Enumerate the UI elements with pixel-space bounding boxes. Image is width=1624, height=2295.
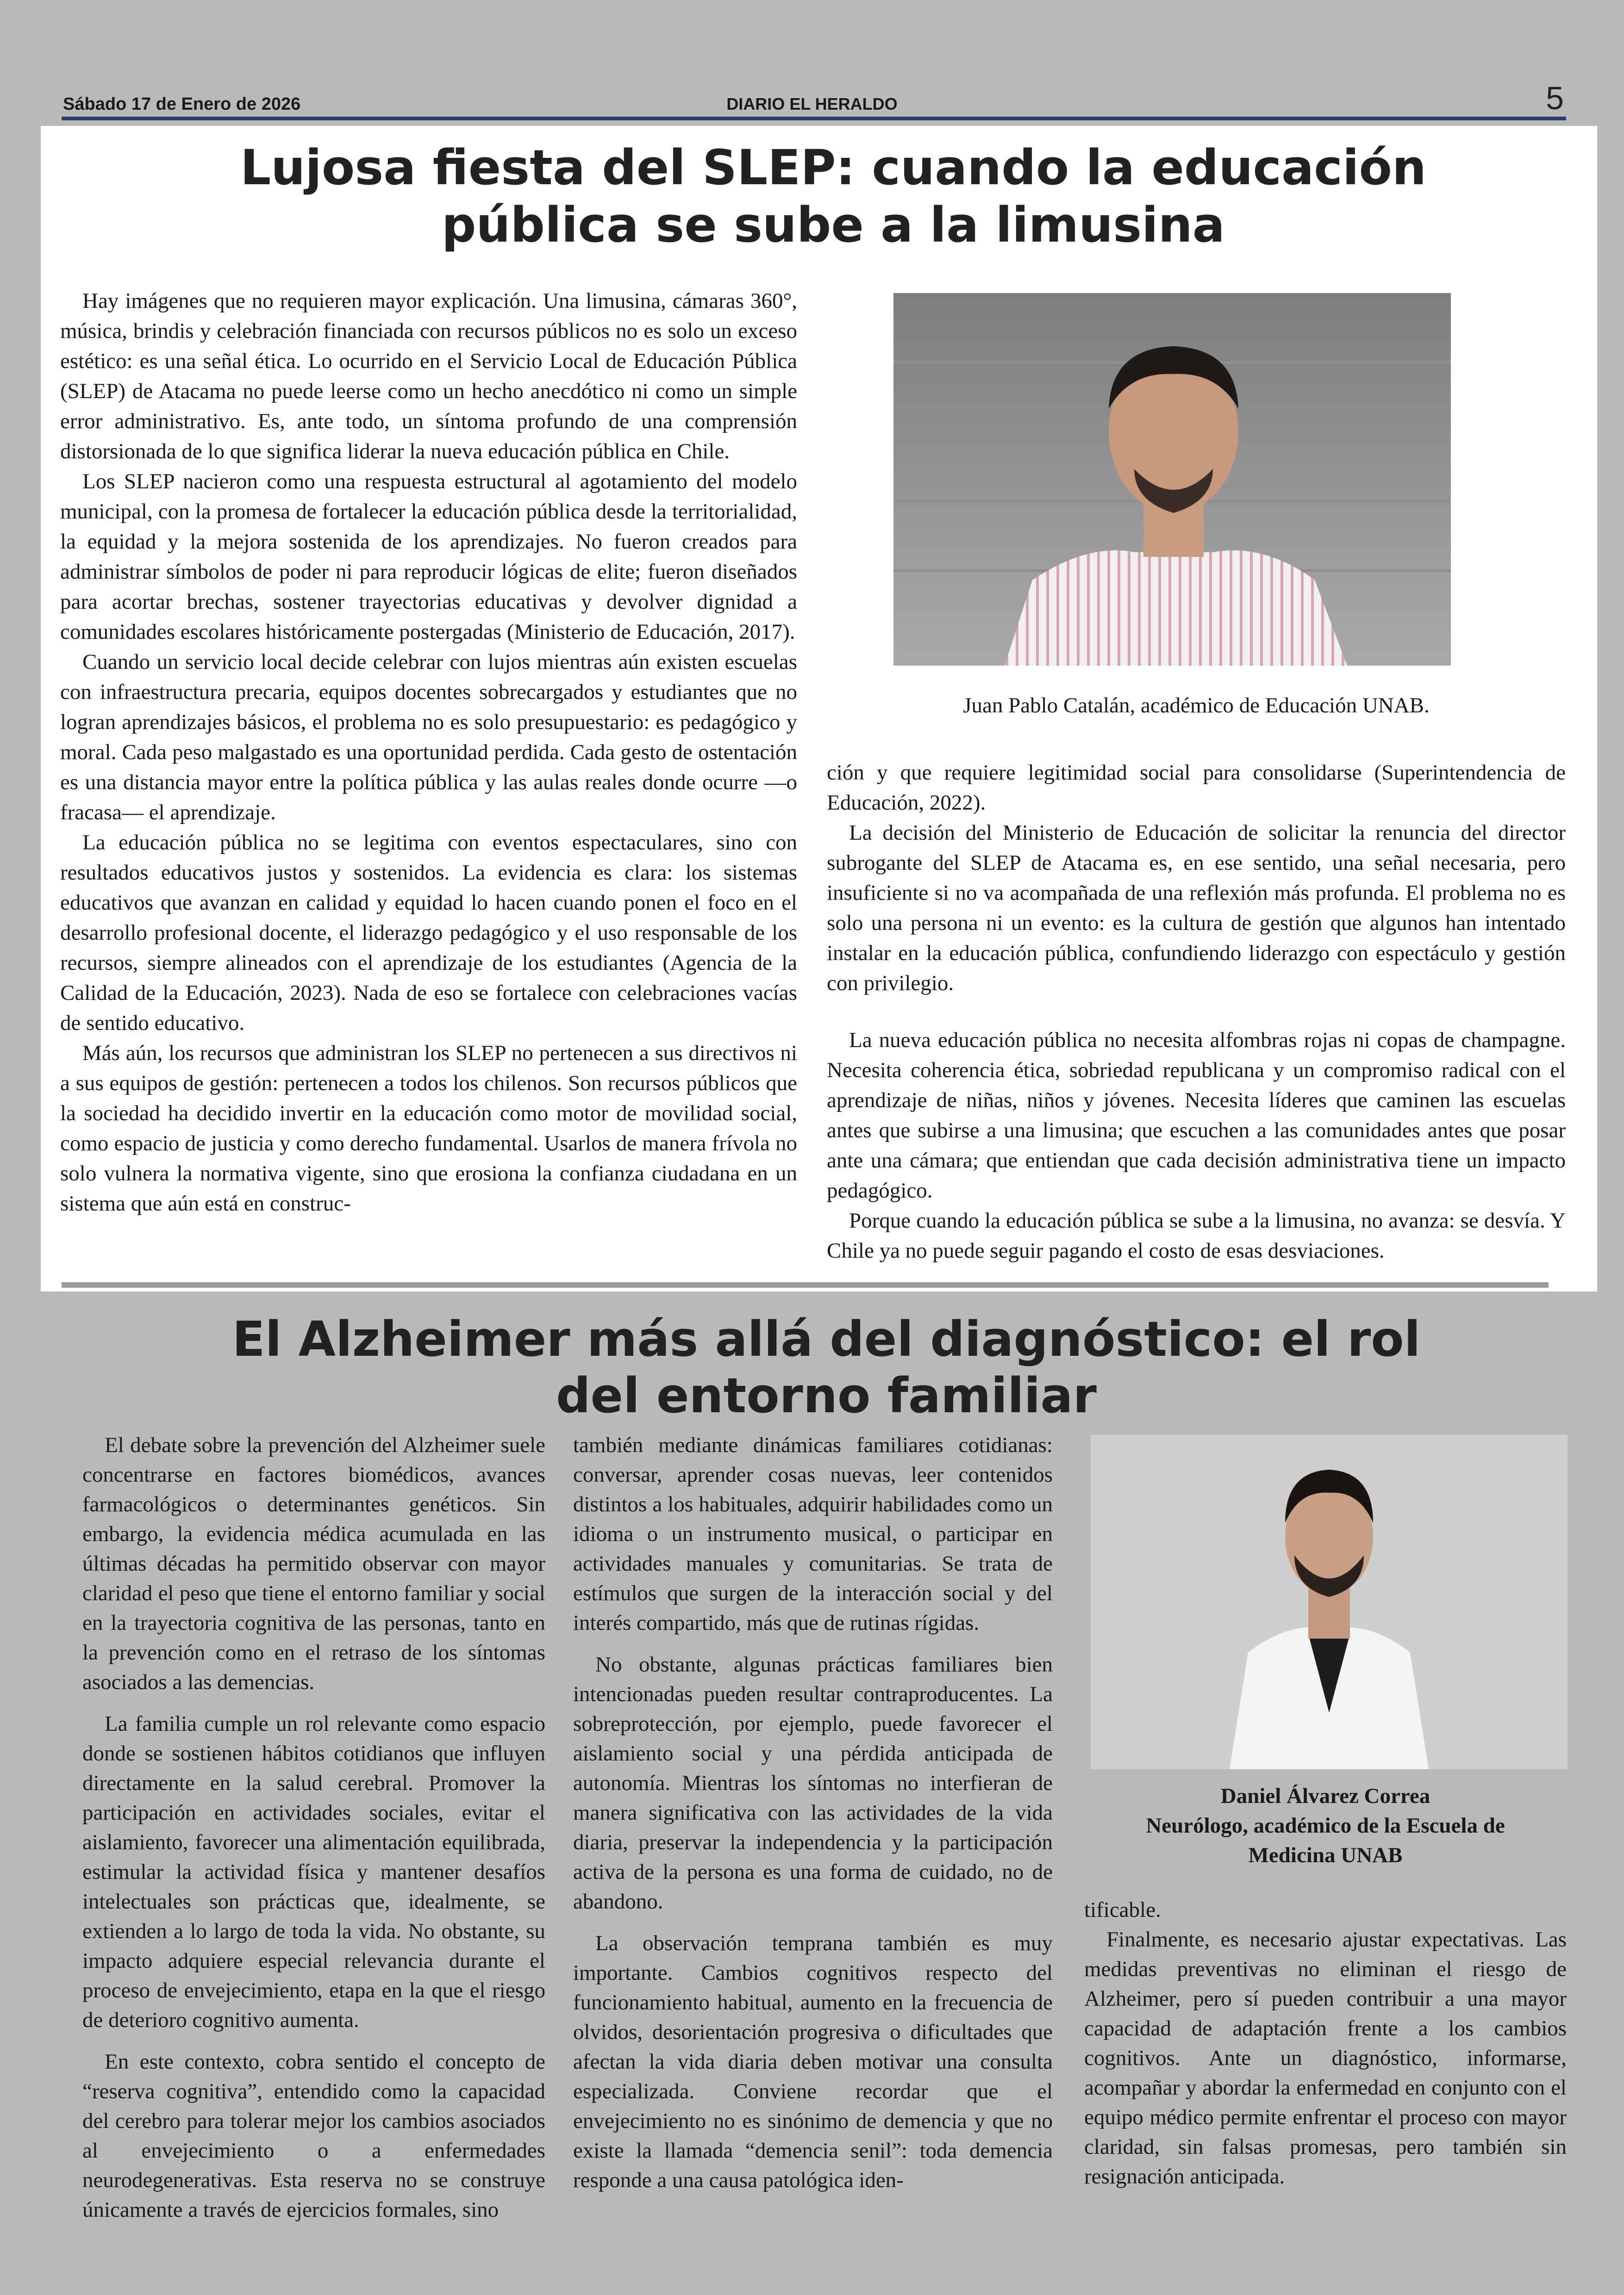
header-date: Sábado 17 de Enero de 2026 bbox=[63, 94, 301, 114]
paragraph: El debate sobre la prevención del Alzheimer suele concentrarse en factores biomédicos, avances farmacológicos o determinantes genéticos. Sin embargo, la evidencia médica acumulada en las últimas décadas ha permitido observar con mayor claridad el peso que tiene el entorno familiar y social en la trayectoria cognitiva de las personas, tanto en la prevención como en el retraso de los síntomas asociados a las demencias. bbox=[82, 1433, 545, 1694]
article-2-column-1 bbox=[82, 1430, 545, 2225]
author-photo-juan-pablo bbox=[893, 293, 1451, 666]
article-1-column-1 bbox=[60, 286, 797, 1219]
paragraph: No obstante, algunas prácticas familiares bien intencionadas pueden resultar contraproducentes. La sobreprotección, por ejemplo, puede favorecer el aislamiento social y una pérdida anticipada de autonomía. Mientras los síntomas no interfieran de manera significativa con las actividades de la vida diaria, preservar la independencia y la participación activa de la persona es una forma de cuidado, no de abandono. bbox=[573, 1653, 1053, 1914]
paragraph: ción y que requiere legitimidad social para consolidarse (Superintendencia de Educación, 2022). bbox=[827, 761, 1566, 815]
portrait-illustration bbox=[1091, 1435, 1568, 1769]
paragraph: Porque cuando la educación pública se sube a la limusina, no avanza: se desvía. Y Chile ya no puede seguir pagando el costo de esas desviaciones. bbox=[827, 1209, 1566, 1263]
article-1-title bbox=[185, 139, 1481, 254]
paragraph: En este contexto, cobra sentido el concepto de “reserva cognitiva”, entendido como la capacidad del cerebro para tolerar mejor los cambios asociados al envejecimiento o a enfermedades neurodegenerativas. Esta reserva no se construye únicamente a través de ejercicios formales, sino bbox=[82, 2050, 545, 2222]
article-divider bbox=[62, 1282, 1549, 1288]
article-2-column-2 bbox=[573, 1430, 1053, 2195]
article-2-title-line-1: El Alzheimer más allá del diagnóstico: el rol bbox=[232, 1311, 1421, 1367]
paragraph: Más aún, los recursos que administran los SLEP no pertenecen a sus directivos ni a sus equipos de gestión: pertenecen a todos los chilenos. Son recursos públicos que la sociedad ha decidido invertir en la educación como motor de movilidad social, como espacio de justicia y como derecho fundamental. Usarlos de manera frívola no solo vulnera la normativa vigente, sino que erosiona la confianza ciudadana en un sistema que aún está en construc- bbox=[60, 1041, 797, 1216]
paragraph: La decisión del Ministerio de Educación de solicitar la renuncia del director subrogante del SLEP de Atacama es, en ese sentido, una señal necesaria, pero insuficiente si no va acompañada de una reflexión más profunda. El problema no es solo una persona ni un evento: es la cultura de gestión que algunos han intentado instalar en la educación pública, confundiendo liderazgo con espectáculo y gestión con privilegio. bbox=[827, 821, 1566, 995]
paragraph: La educación pública no se legitima con eventos espectaculares, sino con resultados educativos justos y sostenidos. La evidencia es clara: los sistemas educativos que avanzan en calidad y equidad lo hacen cuando ponen el foco en el desarrollo profesional docente, el liderazgo pedagógico y el uso responsable de los recursos, siempre alineados con el aprendizaje de los estudiantes (Agencia de la Calidad de la Educación, 2023). Nada de eso se fortalece con celebraciones vacías de sentido educativo. bbox=[60, 830, 797, 1035]
paragraph: también mediante dinámicas familiares cotidianas: conversar, aprender cosas nuevas, leer contenidos distintos a los habituales, adquirir habilidades como un idioma o un instrumento musical, o participar en actividades manuales y comunitarias. Se trata de estímulos que surgen de la interacción social y del interés compartido, más que de rutinas rígidas. bbox=[573, 1433, 1053, 1635]
paragraph: Hay imágenes que no requieren mayor explicación. Una limusina, cámaras 360°, música, brindis y celebración financiada con recursos públicos no es solo un exceso estético: es una señal ética. Lo ocurrido en el Servicio Local de Educación Pública (SLEP) de Atacama no puede leerse como un hecho anecdótico ni como un simple error administrativo. Es, ante todo, un síntoma profundo de una comprensión distorsionada de lo que significa liderar la nueva educación pública en Chile. bbox=[60, 289, 797, 463]
paragraph: Cuando un servicio local decide celebrar con lujos mientras aún existen escuelas con infraestructura precaria, equipos docentes sobrecargados y estudiantes que no logran aprendizajes básicos, el problema no es solo presupuestario: es pedagógico y moral. Cada peso malgastado es una oportunidad perdida. Cada gesto de ostentación es una distancia mayor entre la política pública y las aulas reales donde ocurre —o fracasa— el aprendizaje. bbox=[60, 650, 797, 824]
article-2-column-3 bbox=[1084, 1895, 1567, 2191]
author-photo-daniel-alvarez bbox=[1091, 1435, 1568, 1769]
paragraph: La observación temprana también es muy importante. Cambios cognitivos respecto del funcionamiento habitual, aumento en la frecuencia de olvidos, desorientación progresiva o dificultades que afectan la vida diaria deben motivar una consulta especializada. Conviene recordar que el envejecimiento no es sinónimo de demencia y que no existe la llamada “demencia senil”: toda demencia responde a una causa patológica iden- bbox=[573, 1931, 1053, 2192]
article-1-title-line-2: pública se sube a la limusina bbox=[442, 197, 1225, 253]
caption-institution: Medicina UNAB bbox=[1248, 1843, 1403, 1867]
article-1-title-line-1: Lujosa fiesta del SLEP: cuando la educación bbox=[240, 139, 1427, 196]
photo-caption-2 bbox=[1084, 1781, 1567, 1870]
paragraph: tificable. bbox=[1084, 1898, 1161, 1922]
paragraph: Finalmente, es necesario ajustar expectativas. Las medidas preventivas no eliminan el riesgo de Alzheimer, pero sí pueden contribuir a una mayor capacidad de adaptación frente a los cambios cognitivos. Ante un diagnóstico, informarse, acompañar y abordar la enfermedad en conjunto con el equipo médico permite enfrentar el proceso con mayor claridad, sin falsas promesas, pero también sin resignación anticipada. bbox=[1084, 1927, 1567, 2189]
page-number: 5 bbox=[1546, 80, 1564, 116]
portrait-illustration bbox=[893, 293, 1451, 666]
paragraph: La nueva educación pública no necesita alfombras rojas ni copas de champagne. Necesita coherencia ética, sobriedad republicana y un compromiso radical con el aprendizaje de niñas, niños y jóvenes. Necesita líderes que caminen las escuelas antes que subirse a una limusina; que escuchen a las comunidades antes que posar ante una cámara; que entiendan que cada decisión administrativa tiene un impacto pedagógico. bbox=[827, 1028, 1566, 1203]
paragraph: La familia cumple un rol relevante como espacio donde se sostienen hábitos cotidianos que influyen directamente en la salud cerebral. Promover la participación en actividades sociales, evitar el aislamiento, favorecer una alimentación equilibrada, estimular la actividad física y mantener desafíos intelectuales son prácticas que, idealmente, se extienden a lo largo de toda la vida. No obstante, su impacto adquiere especial relevancia durante el proceso de envejecimiento, etapa en la que el riesgo de deterioro cognitivo aumenta. bbox=[82, 1712, 545, 2032]
caption-role: Neurólogo, académico de la Escuela de bbox=[1146, 1814, 1505, 1838]
caption-name: Daniel Álvarez Correa bbox=[1220, 1784, 1430, 1808]
paragraph: Los SLEP nacieron como una respuesta estructural al agotamiento del modelo municipal, con la promesa de fortalecer la educación pública desde la territorialidad, la equidad y la mejora sostenida de los aprendizajes. No fueron creados para administrar símbolos de poder ni para reproducir lógicas de elite; fueron diseñados para acortar brechas, sostener trayectorias educativas y devolver dignidad a comunidades escolares históricamente postergadas (Ministerio de Educación, 2017). bbox=[60, 469, 797, 644]
article-2-title-line-2: del entorno familiar bbox=[556, 1367, 1097, 1424]
photo-caption-1: Juan Pablo Catalán, académico de Educación UNAB. bbox=[963, 693, 1430, 717]
header-rule bbox=[62, 117, 1566, 120]
article-2-title bbox=[139, 1311, 1514, 1424]
newspaper-name: DIARIO EL HERALDO bbox=[726, 94, 898, 113]
article-1-column-2 bbox=[827, 758, 1566, 1266]
